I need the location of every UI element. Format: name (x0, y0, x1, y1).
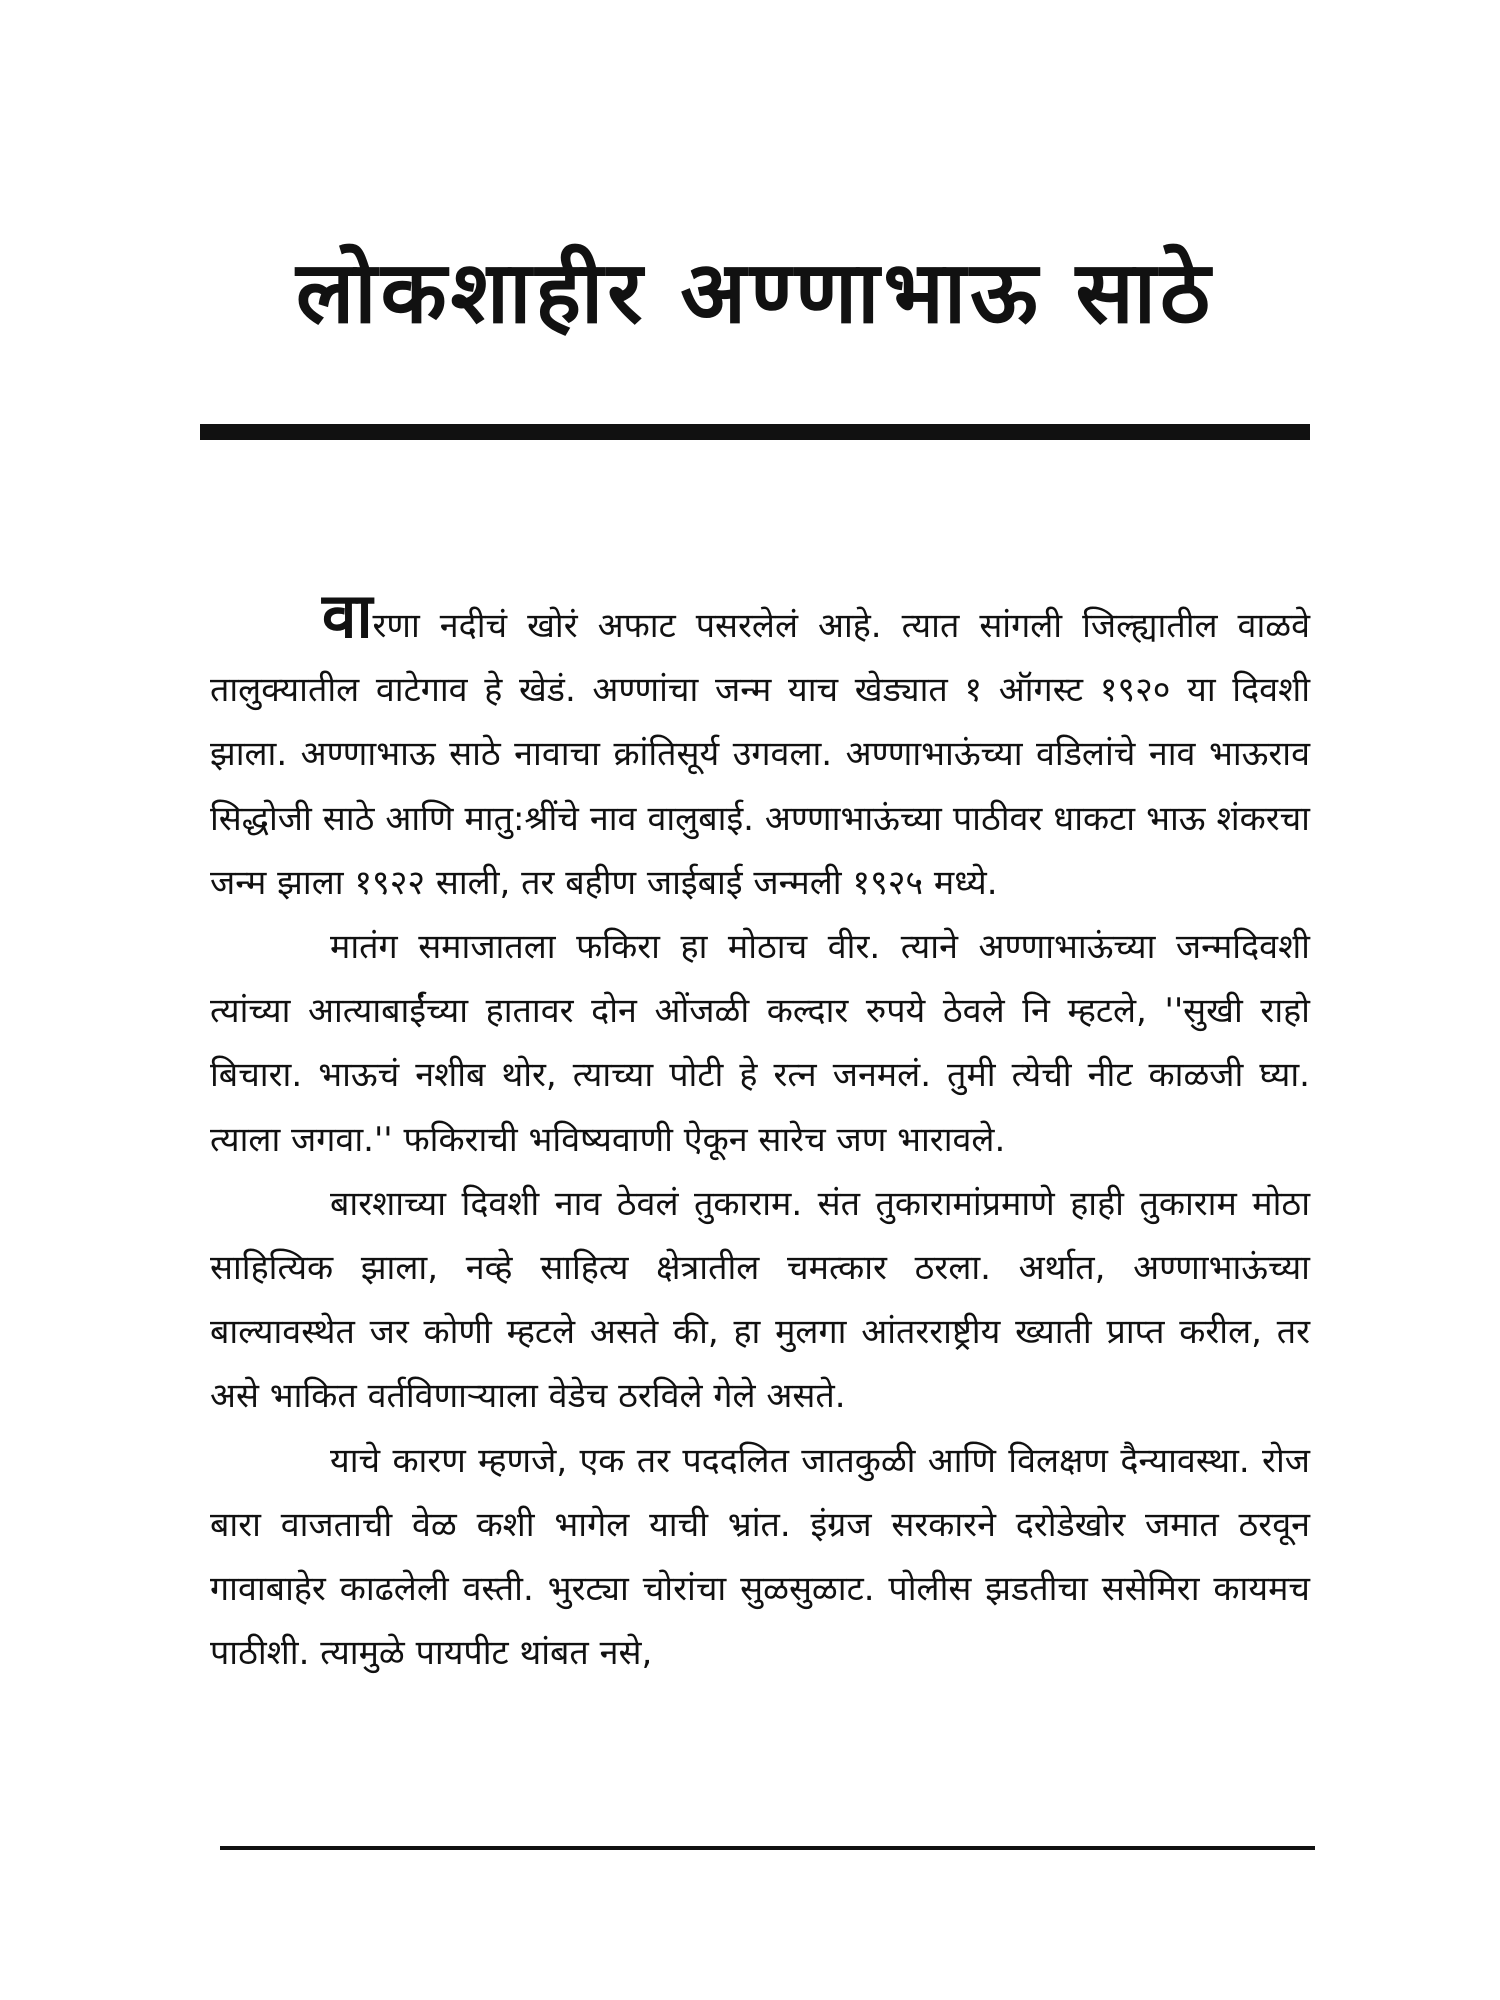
paragraph-1-text: रणा नदीचं खोरं अफाट पसरलेलं आहे. त्यात सांगली जिल्ह्यातील वाळवे तालुक्यातील वाटेगाव हे खेडं. अण्णांचा जन्म याच खेड्यात १ ऑगस्ट १९२० या दिवशी झाला. अण्णाभाऊ साठे नावाचा क्रांतिसूर्य उगवला. अण्णाभाऊंच्या वडिलांचे नाव भाऊराव सिद्धोजी साठे आणि मातु:श्रींचे नाव वालुबाई. अण्णाभाऊंच्या पाठीवर धाकटा भाऊ शंकरचा जन्म झाला १९२२ साली, तर बहीण जाईबाई जन्मली १९२५ मध्ये. (210, 606, 1310, 903)
paragraph-3: बारशाच्या दिवशी नाव ठेवलं तुकाराम. संत तुकारामांप्रमाणे हाही तुकाराम मोठा साहित्यिक झाला, नव्हे साहित्य क्षेत्रातील चमत्कार ठरला. अर्थात, अण्णाभाऊंच्या बाल्यावस्थेत जर कोणी म्हटले असते की, हा मुलगा आंतरराष्ट्रीय ख्याती प्राप्त करील, तर असे भाकित वर्तविणाऱ्याला वेडेच ठरविले गेले असते. (210, 1183, 1310, 1417)
paragraph-2: मातंग समाजातला फकिरा हा मोठाच वीर. त्याने अण्णाभाऊंच्या जन्मदिवशी त्यांच्या आत्याबाईंच्या हातावर दोन ओंजळी कल्दार रुपये ठेवले नि म्हटले, ''सुखी राहो बिचारा. भाऊचं नशीब थोर, त्याच्या पोटी हे रत्न जनमलं. तुमी त्येची नीट काळजी घ्या. त्याला जगवा.'' फकिराची भविष्यवाणी ऐकून सारेच जण भारावले. (210, 927, 1310, 1160)
paragraph-4: याचे कारण म्हणजे, एक तर पददलित जातकुळी आणि विलक्षण दैन्यावस्था. रोज बारा वाजताची वेळ कशी भागेल याची भ्रांत. इंग्रज सरकारने दरोडेखोर जमात ठरवून गावाबाहेर काढलेली वस्ती. भुरट्या चोरांचा सुळसुळाट. पोलीस झडतीचा ससेमिरा कायमच पाठीशी. त्यामुळे पायपीट थांबत नसे, (210, 1440, 1310, 1674)
page-title: लोकशाहीर अण्णाभाऊ साठे (295, 243, 1214, 343)
footer-rule (220, 1846, 1315, 1850)
title-underline (200, 424, 1310, 440)
paragraph-1 (210, 579, 1310, 915)
body-text (210, 579, 1310, 1685)
dropcap: वा (322, 579, 373, 652)
